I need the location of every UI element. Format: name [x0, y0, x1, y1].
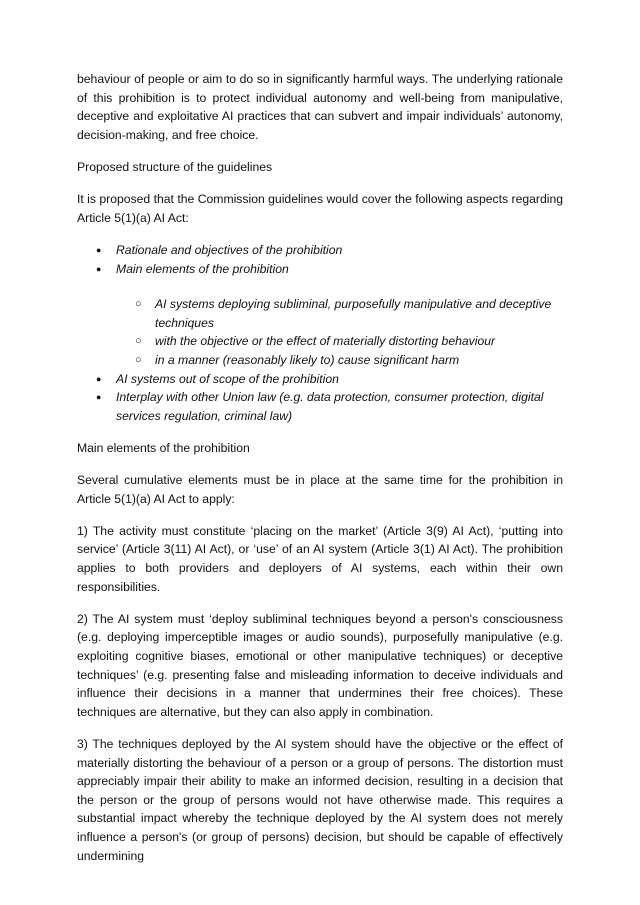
sub-list-item [77, 351, 563, 370]
sub-list-container [77, 278, 563, 369]
list-item [77, 370, 563, 389]
paragraph-element-2: 2) The AI system must ‘deploy subliminal techniques beyond a person's consciousness (e.g. deploying imperceptible images or audio sounds), purposefully manipulative (e.g. exploiting cognitive biases, emotional or other manipulative techniques) or deceptive techniques’ (e.g. presenting false and misleading information to deceive individuals and influence their decisions in a manner that undermines their free choices). These techniques are alternative, but they can also apply in combination. [77, 611, 563, 719]
bullet-icon: ● [96, 373, 102, 384]
bullet-icon: ● [96, 392, 102, 403]
sub-list-item-text: AI systems deploying subliminal, purposefully manipulative and deceptive techniques [155, 297, 552, 330]
list-item-text: Main elements of the prohibition [116, 261, 289, 276]
list-item-text: Interplay with other Union law (e.g. data protection, consumer protection, digital services regulation, criminal law) [116, 390, 544, 423]
heading-main-elements: Main elements of the prohibition [77, 440, 250, 455]
list-item [77, 388, 563, 425]
paragraph-element-3: 3) The techniques deployed by the AI system should have the objective or the effect of materially distorting the behaviour of a person or a group of persons. The distortion must appreciably impair their ability to make an informed decision, resulting in a decision that the person or the group of persons would not have otherwise made. This requires a substantial impact whereby the technique deployed by the AI system does not merely influence a person's (or group of persons) decision, but should be capable of effectively undermining [77, 736, 563, 863]
bullet-icon: ● [96, 263, 102, 274]
sub-list-item [77, 332, 563, 351]
paragraph-cumulative-elements: Several cumulative elements must be in place at the same time for the prohibition in Article 5(1)(a) AI Act to apply: [77, 473, 563, 506]
paragraph-guidelines-cover: It is proposed that the Commission guidelines would cover the following aspects regarding Article 5(1)(a) AI Act: [77, 192, 563, 225]
list-item-text: AI systems out of scope of the prohibition [116, 371, 339, 386]
circle-bullet-icon: ○ [135, 298, 142, 311]
document-page [77, 70, 563, 879]
paragraph-intro: behaviour of people or aim to do so in significantly harmful ways. The underlying rationale of this prohibition is to protect individual autonomy and well-being from manipulative, deceptive and exploitative AI practices that can subvert and impair individuals’ autonomy, decision-making, and free choice. [77, 72, 563, 142]
sub-list-item-text: in a manner (reasonably likely to) cause significant harm [155, 352, 460, 367]
heading-proposed-structure: Proposed structure of the guidelines [77, 159, 273, 174]
circle-bullet-icon: ○ [135, 335, 142, 348]
paragraph-element-1: 1) The activity must constitute ‘placing on the market’ (Article 3(9) AI Act), ‘putting into service’ (Article 3(11) AI Act), or ‘use’ of an AI system (Article 3(1) AI Act). The prohibition applies to both providers and deployers of AI systems, each within their own responsibilities. [77, 523, 563, 594]
list-item-text: Rationale and objectives of the prohibition [116, 242, 343, 257]
bullet-icon: ● [96, 244, 102, 255]
sub-list [77, 295, 563, 369]
sub-list-item [77, 295, 563, 332]
guidelines-aspects-list [77, 241, 563, 425]
circle-bullet-icon: ○ [135, 353, 142, 366]
list-item [77, 241, 563, 260]
sub-list-item-text: with the objective or the effect of materially distorting behaviour [155, 334, 496, 349]
list-item [77, 260, 563, 279]
